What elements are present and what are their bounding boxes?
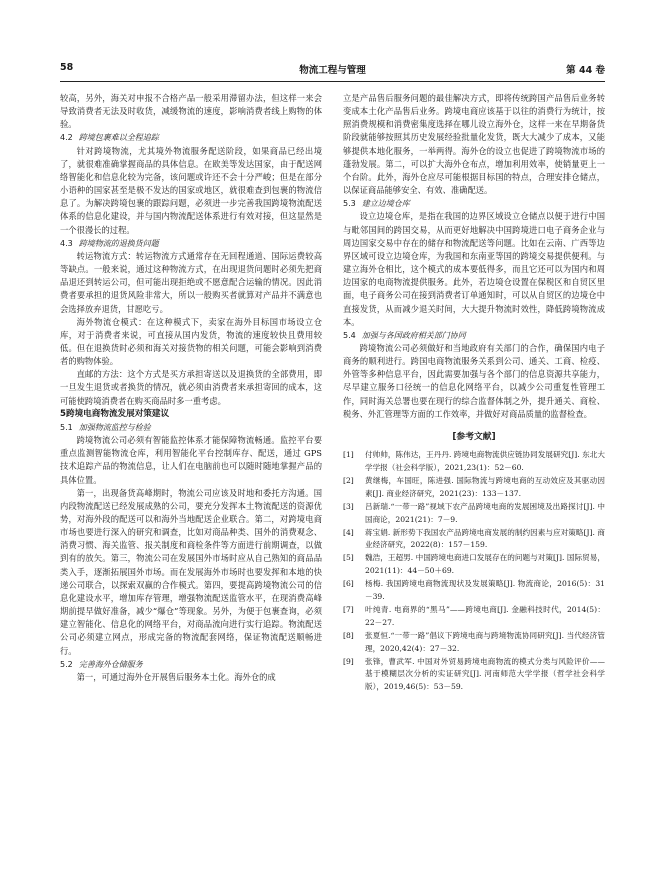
heading-text: 跨境物流的退换货问题 — [78, 238, 159, 248]
heading-text: 建立边境仓库 — [361, 199, 410, 209]
heading-number: 5.4 — [343, 330, 356, 340]
heading-text: 完善海外仓储服务 — [78, 659, 143, 669]
reference-item — [343, 604, 605, 630]
reference-item — [343, 475, 605, 501]
section-heading — [60, 408, 322, 421]
reference-item — [343, 630, 605, 656]
reference-number: [6] — [343, 579, 354, 589]
right-column-body — [343, 92, 605, 421]
references-list — [343, 449, 605, 694]
reference-text: 付帅帅，陈伟达，王丹丹. 跨境电商物流供应链协同发展研究[J]. 东北大学学报（社会科学版），2021,23(1)：52－60. — [365, 450, 605, 472]
reference-item — [343, 552, 605, 578]
paragraph: 转运物流方式：转运物流方式通常存在无回程通道、国际运费较高等缺点。一般来说，通过这种物流方式，在出现退货问题时必须先把商品退还到转运公司，但可能出现拒绝或不愿意配合运输的情况。因此消费者要承担的退货风险非常大，所以一般购买者就算对产品并不满意也会选择放弃退货，甘愿吃亏。 — [60, 250, 322, 314]
reference-number: [4] — [343, 527, 354, 537]
reference-text: 黄继梅，车国旺，陈进强. 国际物流与跨境电商的互动效应及其驱动因素[J]. 商业经济研究，2021(23)：133－137. — [365, 475, 605, 498]
reference-item — [343, 656, 605, 695]
paragraph: 针对跨境物流，尤其境外物流服务配送阶段，如果商品已经出境了，就很难准确掌握商品的具体信息。在欧美等发达国家，由于配送网络智能化和信息化较为完备，该问题或许还不会十分严峻；但是在部分小语种的国家甚至是极不发达的国家或地区，就很难查到包裹的物流信息了。为解决跨境包裹的跟踪问题，必须进一步完善我国跨境物流配送体系的信息化建设，并与国内物流配送体系进行有效对接，但这显然是一个很漫长的过程。 — [60, 145, 322, 235]
paragraph: 第一，可通过海外仓开展售后服务本土化。海外仓的成 — [76, 671, 276, 682]
reference-item — [343, 527, 605, 553]
reference-text: 张夏恒.“一带一路”倡议下跨境电商与跨境物流协同研究[J]. 当代经济管理，2020,42(4)：27－32. — [365, 630, 605, 653]
heading-text: 加强物流监控与检验 — [78, 422, 151, 432]
journal-title: 物流工程与管理 — [299, 65, 366, 76]
subsection-heading — [60, 658, 322, 671]
heading-text: 加强与各国政府相关部门协同 — [361, 330, 466, 340]
page-number: 58 — [60, 62, 74, 73]
paragraph: 海外物流仓模式：在这种模式下，卖家在海外目标国市场设立仓库，对于消费者来说，可直接从国内发货，物流的速度较快且费用较低。但在退换货时必须和海关对接货物的相关问题，可能会影响到消费者的购物体验。 — [60, 316, 322, 367]
reference-item — [343, 578, 605, 604]
subsection-heading — [60, 237, 322, 250]
reference-number: [8] — [343, 630, 354, 640]
reference-text: 杨梅. 我国跨境电商物流现状及发展策略[J]. 物流商论，2016(5)：31－39. — [365, 579, 605, 602]
subsection-heading — [343, 329, 605, 342]
reference-text: 张锋，曹武军. 中国对外贸易跨境电商物流的模式分类与风险评价——基于模糊层次分析的实证研究[J]. 河南师范大学学报（哲学社会科学版），2019,46(5)：53－59. — [365, 656, 605, 692]
paragraph: 第一，出现备货高峰期时，物流公司应该及时地和委托方沟通。国内段物流配送已经发展成熟的公司，要充分发挥本土物流配送的资源优势，对海外段的配送可以和海外当地配送企业联合。第二，对跨境电商市场也要进行深入的研究和调查，比如对商品种类、国外的消费观念、消费习惯、海关监管、报关制度和商检条件等方面进行前期调查，以做到有的放矢。第三，物流公司在发展国外市场时应从自己熟知的商品品类入手，逐渐拓展国外市场。而在发展海外市场时也要发挥和本地的快递公司联合，以探索双赢的合作模式。第四，要提高跨境物流公司的信息化建设水平，增加库存管理，增强物流配送监管水平，在现消费高峰期前提早做好准备，减少“爆仓”等现象。另外，为便于包裹查询，必须建立智能化、信息化的网络平台，对商品流向进行实行追踪。物流配送公司必须建立网点，形成完备的物流配套网络，保证物流配送顺畅进行。 — [60, 487, 322, 656]
subsection-heading — [60, 131, 322, 144]
paragraph: 跨境物流公司必须做好和当地政府有关部门的合作，确保国内电子商务的顺利进行。跨国电商物流服务关系到公司、通关、工商、检疫、外管等多种信息平台，因此需要加强与各个部门的信息资源共享能力，尽早建立服务口径统一的信息化网络平台，以减少公司重复性管理工作，同时海关总署也要在现行的综合监督体制之外，提升通关、商检、税务、外汇管理等方面的工作效率，并做好对商品质量的监督检查。 — [343, 342, 605, 419]
paragraph: 直邮的方法：这个方式是买方承担寄送以及退换货的全部费用，即一旦发生退货或者换货的情况，就必须由消费者来承担寄回的成本，这可能使跨境消费者在购买商品时多一重考虑。 — [60, 369, 322, 406]
heading-number: 4.3 — [60, 238, 73, 248]
heading-number: 4.2 — [60, 133, 73, 143]
reference-number: [1] — [343, 450, 354, 460]
reference-text: 叶纯青. 电商界的“黑马”——跨境电商[J]. 金融科技时代，2014(5)：22－27. — [365, 604, 605, 627]
subsection-heading — [343, 197, 605, 210]
paragraph: 较高，另外，海关对申报不合格产品一般采用滞留办法，但这样一来会导致消费者无法及时收货，减缓物流的速度，影响消费者线上购物的体验。 — [60, 93, 322, 130]
page-header — [60, 62, 605, 78]
subsection-heading — [60, 421, 322, 434]
reference-number: [5] — [343, 553, 354, 563]
reference-item — [343, 501, 605, 527]
reference-text: 蒋宝娟. 新形势下我国农产品跨境电商发展的制约因素与应对策略[J]. 商业经济研究，2022(8)：157－159. — [365, 527, 605, 550]
reference-number: [9] — [343, 656, 354, 666]
header-rule — [60, 81, 605, 82]
reference-item — [343, 449, 605, 475]
paragraph: 设立边境仓库，是指在我国的边界区域设立仓储点以便于进行中国与毗邻国间的跨国交易，从而更好地解决中国跨境进口电子商务企业与周边国家交易中存在的储存和物流配送等问题。比如在云南、广西等边界区域可设立边境仓库，为我国和东南亚等国的跨境交易提供便利。与建立海外仓相比，这个模式的成本要低得多，而且它还可以为国内和周边国家的电商物流提供服务。此外，若边境仓设置在保税区和自贸区里面，电子商务公司在接到消费者订单通知时，可以从自贸区的边境仓中直接发货，从而减少退关时间，大大提升物流时效性，降低跨境物流成本。 — [343, 211, 605, 327]
paragraph: 跨境物流公司必须有智能监控体系才能保障物流畅通。监控平台要重点监测智能物流仓库，利用智能化平台控制库存、配送，通过 GPS 技术追踪产品的物流信息，让人们在电脑前也可以随时随地掌握产品的具体位置。 — [60, 435, 322, 485]
heading-text: 跨境包裹难以全程追踪 — [78, 133, 159, 143]
heading-text: 跨境电商物流发展对策建议 — [65, 408, 170, 419]
volume-label: 第 44 卷 — [566, 65, 605, 76]
reference-text: 魏浩，王超男. 中国跨境电商进口发展存在的问题与对策[J]. 国际贸易，2021(11)：44－50＋69. — [365, 553, 605, 576]
references-title: [参考文献] — [452, 431, 496, 442]
paragraph: 立是产品售后服务问题的最佳解决方式，即将传统跨国产品售后业务转变成本土化产品售后业务。跨境电商应该基于以往的消费行为统计，按照消费规模和消费密集度选择在哪儿设立海外仓，这样一来在早期备货阶段就能够按照其历史发展经验批量化发货，既大大减少了成本，又能够提供本地化服务，一举两得。海外仓的设立也促进了跨境物流市场的蓬勃发展。第二，可以扩大海外仓布点，增加利用效率，使销量更上一个台阶。此外，海外仓应尽可能根据目标国的特点，合理安排仓储点，以保证商品能够安全、有效、准确配送。 — [343, 93, 605, 196]
heading-number: 5.1 — [60, 422, 73, 432]
heading-number: 5.3 — [343, 199, 356, 209]
right-column — [343, 92, 605, 694]
reference-number: [7] — [343, 604, 354, 614]
reference-number: [3] — [343, 501, 354, 511]
reference-number: [2] — [343, 475, 354, 485]
heading-number: 5.2 — [60, 659, 73, 669]
left-column — [60, 92, 322, 684]
reference-text: 吕新瑞.“一带一路”视域下农产品跨境电商的发展困境及出路探讨[J]. 中国商论，2021(21)：7－9. — [365, 501, 605, 524]
heading-number: 5 — [60, 408, 66, 419]
